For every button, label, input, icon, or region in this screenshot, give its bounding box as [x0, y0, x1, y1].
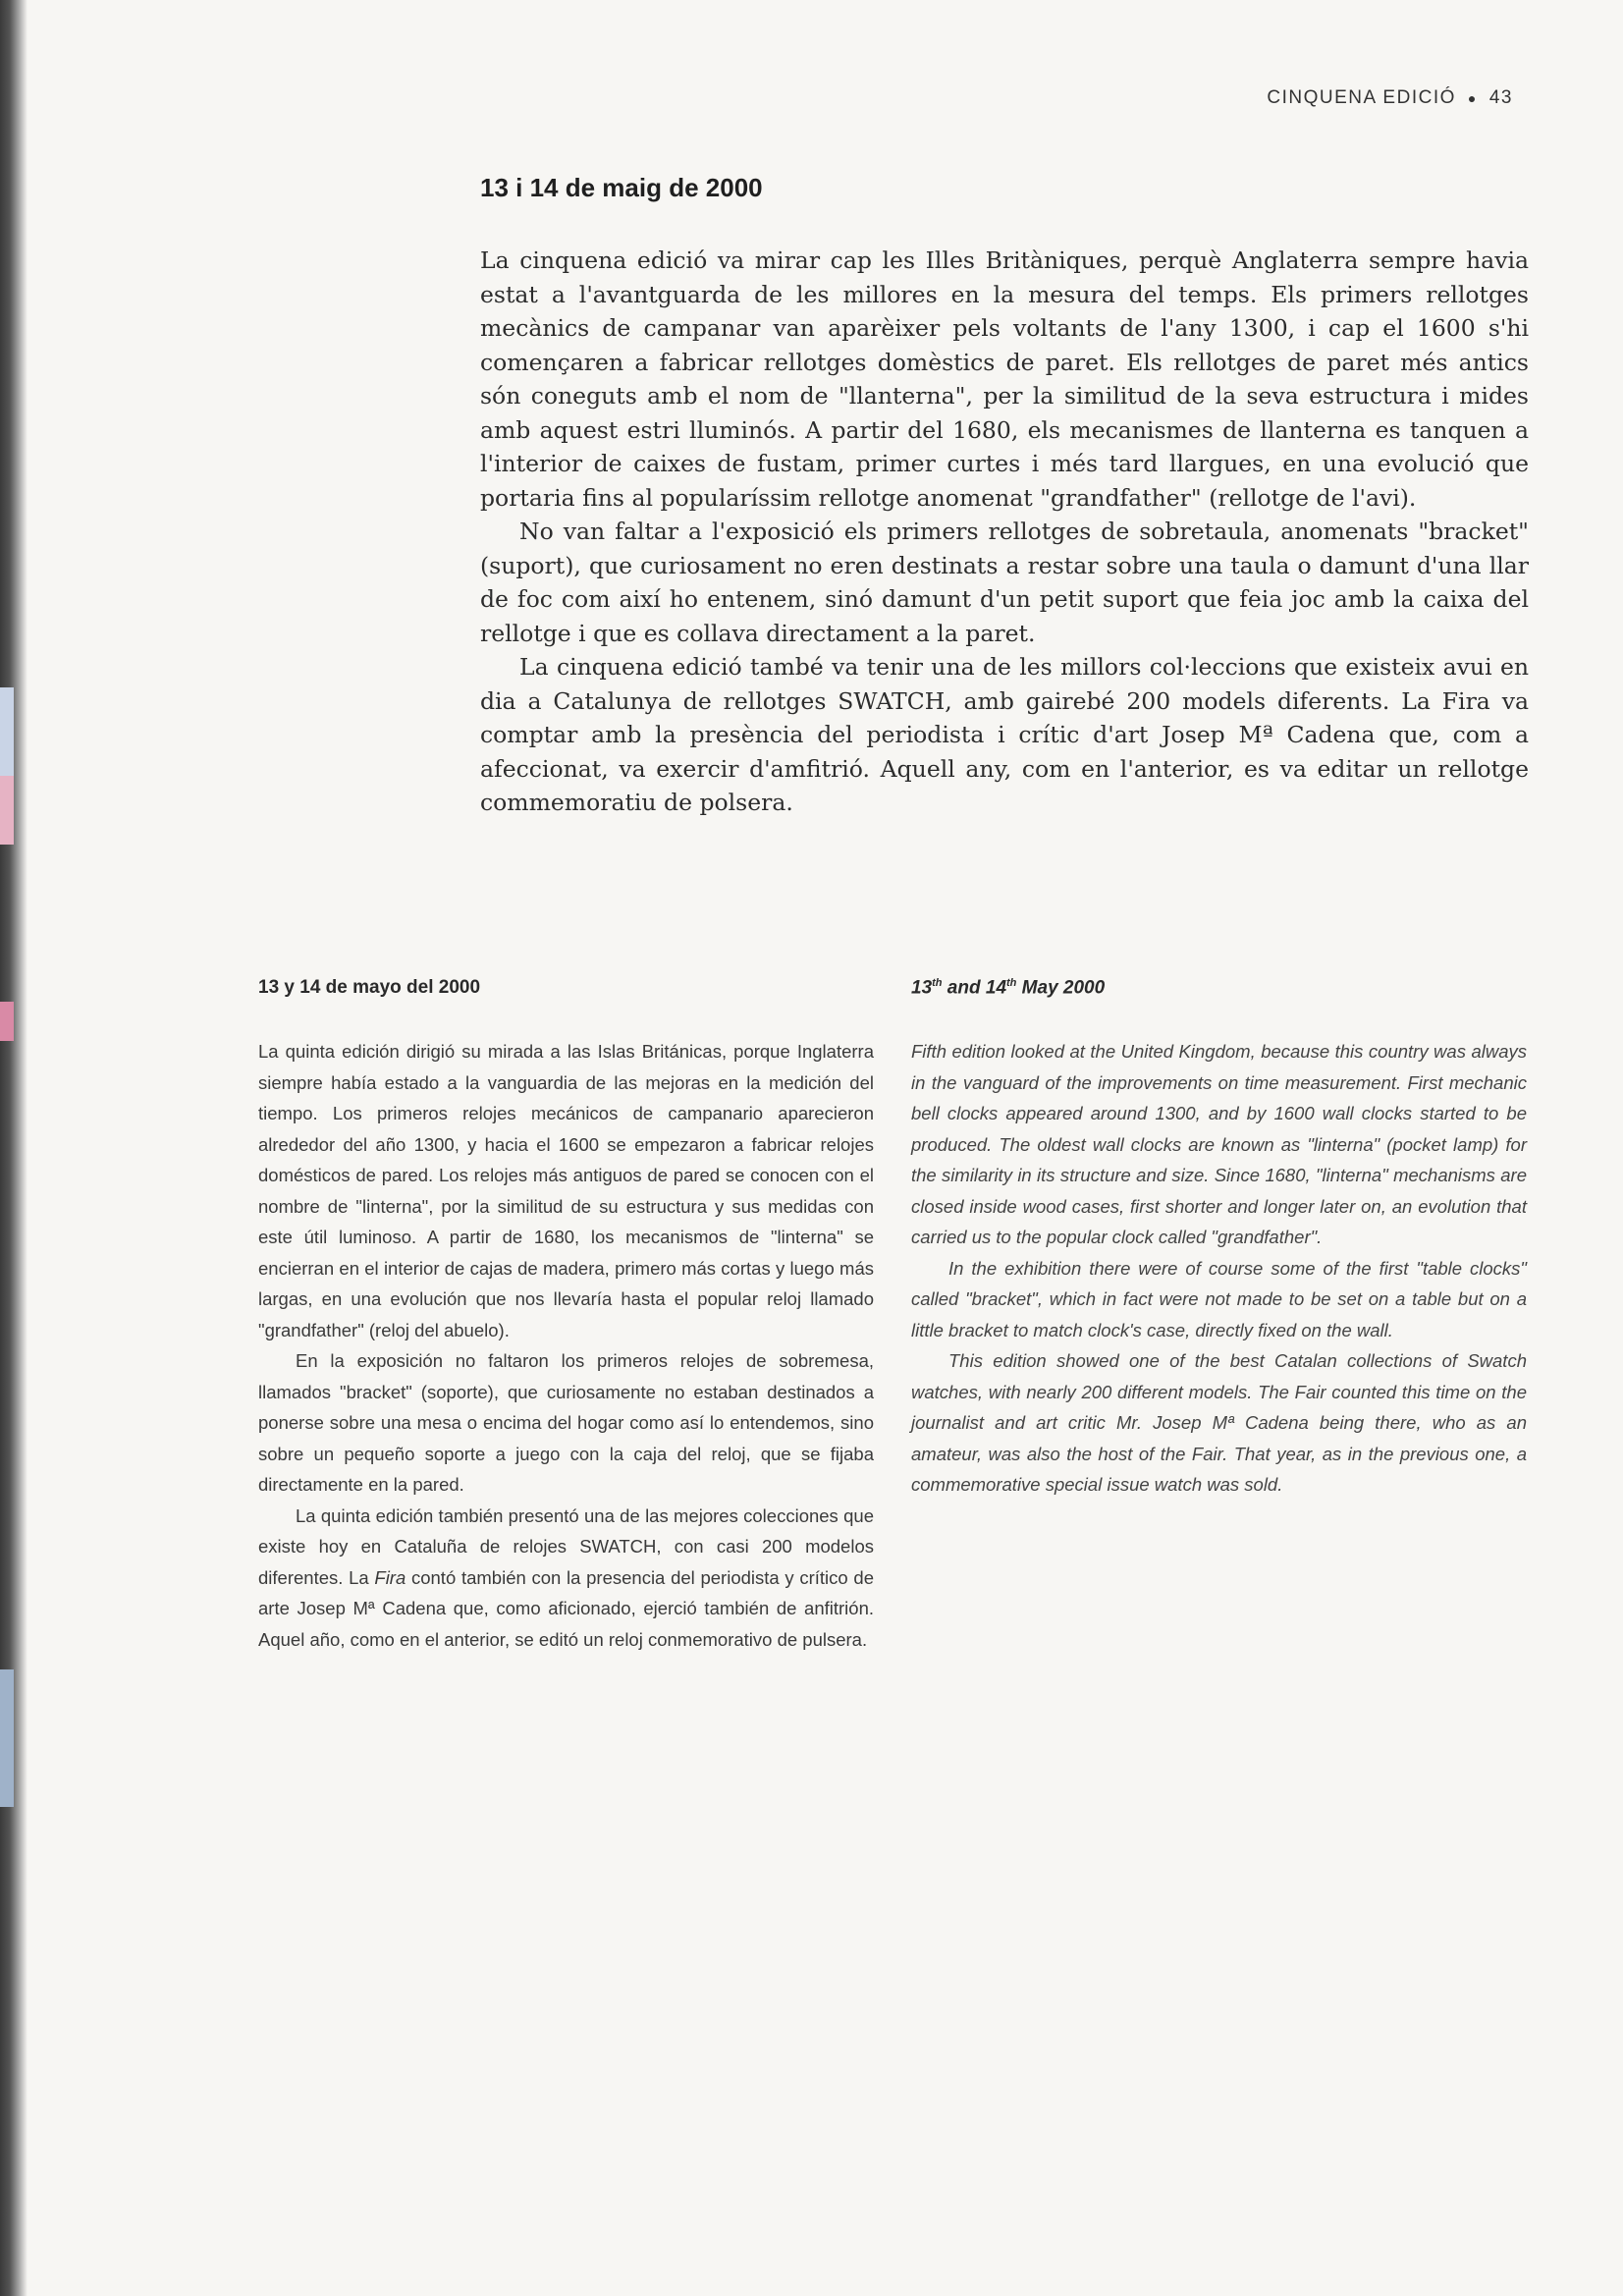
- spanish-text: contó también con la presencia del periodista y crítico de arte Josep Mª Cadena que, como aficionado, ejerció también de anfitrión. Aquel año, como en el anterior, se editó un reloj conmemorativo de pulsera.: [258, 1566, 874, 1650]
- fira-italic: Fira: [374, 1566, 406, 1588]
- catalan-paragraph: La cinquena edició va mirar cap les Illes Britàniques, perquè Anglaterra sempre havia estat a l'avantguarda de les millores en la mesura del temps. Els primers rellotges mecànics de campanar van aparèixer pels voltants de l'any 1300, i cap el 1600 s'hi començaren a fabricar rellotges domèstics de paret. Els rellotges de paret més antics són coneguts amb el nom de "llanterna", per la similitud de la seva estructura i mides amb aquest estri lluminós. A partir del 1680, els mecanismes de llanterna es tanquen a l'interior de caixes de fustam, primer curtes i més tard llargues, en una evolució que portaria fins al popularíssim rellotge anomenat "grandfather" (rellotge de l'avi).: [480, 246, 1529, 512]
- catalan-paragraph: No van faltar a l'exposició els primers rellotges de sobretaula, anomenats "bracket" (suport), que curiosament no eren destinats a restar sobre una taula o damunt d'una llar de foc com així ho entenem, sinó damunt d'un petit suport que feia joc amb la caixa del rellotge i que es collava directament a la paret.: [480, 518, 1529, 647]
- page-binding-shadow: [0, 0, 27, 2296]
- english-title: [911, 977, 1527, 999]
- title-ordinal: th: [1006, 977, 1017, 989]
- section-title: CINQUENA EDICIÓ: [1267, 87, 1456, 108]
- spanish-paragraph: [258, 1501, 874, 1656]
- bullet-icon: ●: [1467, 90, 1478, 106]
- catalan-title: 13 i 14 de maig de 2000: [480, 173, 763, 202]
- english-paragraph: Fifth edition looked at the United Kingdom, because this country was always in the vanguard of the improvements on time measurement. First mechanic bell clocks appeared around 1300, and by 1600 wall clocks started to be produced. The oldest wall clocks are known as "linterna" (pocket lamp) for the similarity in its structure and size. Since 1680, "linterna" mechanisms are closed inside wood cases, first shorter and longer later on, an evolution that carried us to the popular clock called "grandfather".: [911, 1041, 1527, 1248]
- page-number: 43: [1488, 87, 1513, 108]
- title-day: 14: [985, 977, 1007, 999]
- english-paragraph: In the exhibition there were of course some of the first "table clocks" called "bracket", which in fact were not made to be set on a table but on a little bracket to match clock's case, directly fixed on the wall.: [911, 1257, 1527, 1340]
- edge-color-strip: [0, 1002, 14, 1041]
- spanish-paragraph: En la exposición no faltaron los primeros relojes de sobremesa, llamados "bracket" (soporte), que curiosamente no estaban destinados a ponerse sobre una mesa o encima del hogar como así lo entendemos, sino sobre un pequeño soporte a juego con la caja del reloj, que se fijaba directamente en la pared.: [258, 1350, 874, 1495]
- english-body: [911, 1036, 1527, 1501]
- edge-color-strip: [0, 776, 14, 845]
- title-day: 13: [911, 977, 933, 999]
- title-ordinal: th: [932, 977, 943, 989]
- spanish-paragraph: La quinta edición dirigió su mirada a las Islas Británicas, porque Inglaterra siempre había estado a la vanguardia de las mejoras en la medición del tiempo. Los primeros relojes mecánicos de campanario aparecieron alrededor del año 1300, y hacia el 1600 se empezaron a fabricar relojes domésticos de pared. Los relojes más antiguos de pared se conocen con el nombre de "linterna", por la similitud de su estructura y sus medidas con este útil luminoso. A partir de 1680, los mecanismos de "linterna" se encierran en el interior de cajas de madera, primero más cortas y luego más largas, en una evolución que nos llevaría hasta el popular reloj llamado "grandfather" (reloj del abuelo).: [258, 1041, 874, 1340]
- running-header: [1267, 87, 1513, 109]
- catalan-body: [480, 244, 1529, 820]
- english-paragraph: This edition showed one of the best Catalan collections of Swatch watches, with nearly 200 different models. The Fair counted this time on the journalist and art critic Mr. Josep Mª Cadena being there, who as an amateur, was also the host of the Fair. That year, as in the previous one, a commemorative special issue watch was sold.: [911, 1350, 1527, 1496]
- spanish-title: 13 y 14 de mayo del 2000: [258, 977, 481, 998]
- catalan-paragraph: La cinquena edició també va tenir una de les millors col·leccions que existeix avui en dia a Catalunya de rellotges SWATCH, amb gairebé 200 models diferents. La Fira va comptar amb la presència del periodista i crític d'art Josep Mª Cadena que, com a afeccionat, va exercir d'amfitrió. Aquell any, com en l'anterior, es va editar un rellotge commemoratiu de polsera.: [480, 653, 1529, 816]
- title-month-year: May 2000: [1016, 977, 1106, 999]
- spanish-text: La quinta edición también presentó una de las mejores colecciones que existe hoy en Cataluña de relojes SWATCH, con casi 200 modelos diferentes. La: [258, 1504, 874, 1588]
- edge-color-strip: [0, 1669, 14, 1807]
- english-column: [911, 977, 1527, 1501]
- title-and: and: [942, 977, 986, 999]
- spanish-column: [258, 977, 874, 1655]
- spanish-body: [258, 1036, 874, 1655]
- edge-color-strip: [0, 687, 14, 776]
